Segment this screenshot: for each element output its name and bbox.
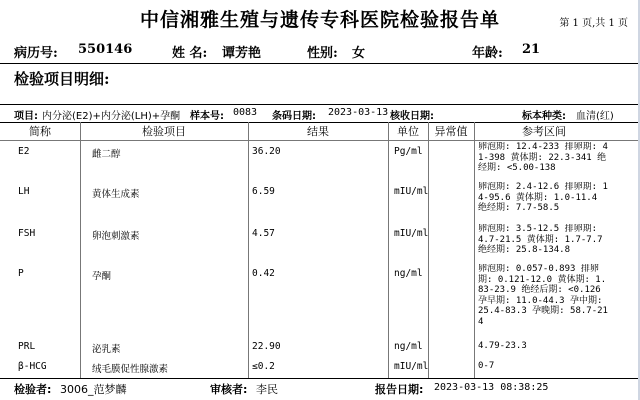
patient-gender: 女	[352, 46, 366, 61]
lab-item-name: 泌乳素	[92, 344, 121, 355]
lab-item-name: 孕酮	[92, 271, 112, 282]
lab-unit: mIU/ml	[394, 228, 429, 239]
col-header-item: 检验项目	[142, 125, 186, 138]
col-header-flag: 异常值	[434, 125, 468, 138]
tester-label: 检验者:	[14, 383, 52, 396]
divider	[0, 122, 640, 123]
report-footer	[0, 381, 640, 397]
col-header-unit: 单位	[397, 125, 419, 138]
tester-name: 3006_范梦麟	[60, 383, 127, 396]
lab-row-bhcg	[0, 358, 640, 376]
lab-item-name: 绒毛膜促性腺激素	[92, 364, 169, 375]
lab-code: PRL	[18, 341, 36, 352]
patient-name: 谭芳艳	[222, 46, 262, 61]
divider	[0, 63, 640, 64]
report-date-label: 报告日期:	[375, 383, 424, 396]
lab-reference: 卵泡期: 3.5-12.5 排卵期: 4.7-21.5 黄体期: 1.7-7.7 绝经期: 25.8-134.8	[478, 224, 603, 255]
col-header-result: 结果	[307, 125, 329, 138]
lab-row-lh	[0, 182, 640, 224]
lab-code: E2	[18, 146, 30, 157]
report-date: 2023-03-13 08:38:25	[434, 382, 549, 393]
divider	[0, 140, 640, 141]
project-value: 内分泌(E2)+内分泌(LH)+孕酮	[42, 111, 181, 122]
specimen-label: 标本种类:	[522, 111, 566, 122]
lab-code: P	[18, 268, 24, 279]
age-label: 年龄:	[472, 46, 503, 61]
lab-result: ≤0.2	[252, 361, 275, 372]
lab-reference: 卵泡期: 2.4-12.6 排卵期: 14-95.6 黄体期: 1.0-11.4 绝经期: 7.7-58.5	[478, 182, 608, 213]
report-title: 中信湘雅生殖与遗传专科医院检验报告单	[139, 9, 500, 31]
project-info-row	[0, 107, 640, 121]
col-header-code: 简称	[29, 125, 51, 138]
col-header-ref: 参考区间	[522, 125, 566, 138]
lab-row-e2	[0, 142, 640, 182]
lab-result: 0.42	[252, 268, 275, 279]
lab-item-name: 雌二醇	[92, 149, 121, 160]
lab-row-fsh	[0, 224, 640, 264]
record-no: 550146	[78, 42, 133, 57]
lab-unit: mIU/ml	[394, 361, 429, 372]
record-no-label: 病历号:	[14, 46, 58, 61]
lab-result: 4.57	[252, 228, 275, 239]
lab-item-name: 黄体生成素	[92, 189, 140, 200]
lab-unit: Pg/ml	[394, 146, 423, 157]
divider	[0, 104, 640, 105]
collect-date: 2023-03-13	[328, 107, 389, 118]
divider	[0, 378, 640, 379]
sample-label: 样本号:	[190, 111, 224, 122]
page-info: 第 1 页,共 1 页	[559, 18, 628, 29]
name-label: 姓 名:	[172, 46, 208, 61]
lab-unit: mIU/ml	[394, 186, 429, 197]
lab-row-p	[0, 264, 640, 338]
lab-reference: 卵泡期: 12.4-233 排卵期: 41-398 黄体期: 22.3-341 绝经期: <5.00-138	[478, 142, 608, 173]
patient-info-row	[0, 42, 640, 60]
lab-result: 6.59	[252, 186, 275, 197]
gender-label: 性别:	[307, 46, 338, 61]
lab-unit: ng/ml	[394, 268, 423, 279]
verify-date-label: 核收日期:	[390, 111, 434, 122]
sample-no: 0083	[233, 107, 258, 118]
lab-reference: 卵泡期: 0.057-0.893 排卵期: 0.121-12.0 黄体期: 1.83-23.9 绝经后期: <0.126 孕早期: 11.0-44.3 孕中期: 25.4-83.3 孕晚期: 58.7-214	[478, 264, 608, 327]
lab-reference: 0-7	[478, 361, 495, 371]
specimen-value: 血清(红)	[576, 111, 614, 122]
collect-date-label: 条码日期:	[272, 111, 316, 122]
reviewer-label: 审核者:	[210, 383, 248, 396]
patient-age: 21	[522, 42, 541, 57]
lab-code: FSH	[18, 228, 36, 239]
lab-code: β-HCG	[18, 361, 47, 372]
reviewer-name: 李民	[256, 383, 278, 396]
lab-unit: ng/ml	[394, 341, 423, 352]
lab-row-prl	[0, 338, 640, 356]
lab-result: 22.90	[252, 341, 281, 352]
lab-code: LH	[18, 186, 30, 197]
project-label: 项目:	[14, 111, 38, 122]
lab-item-name: 卵泡刺激素	[92, 231, 140, 242]
lab-reference: 4.79-23.3	[478, 341, 527, 351]
lab-result: 36.20	[252, 146, 281, 157]
section-title: 检验项目明细:	[14, 70, 110, 88]
